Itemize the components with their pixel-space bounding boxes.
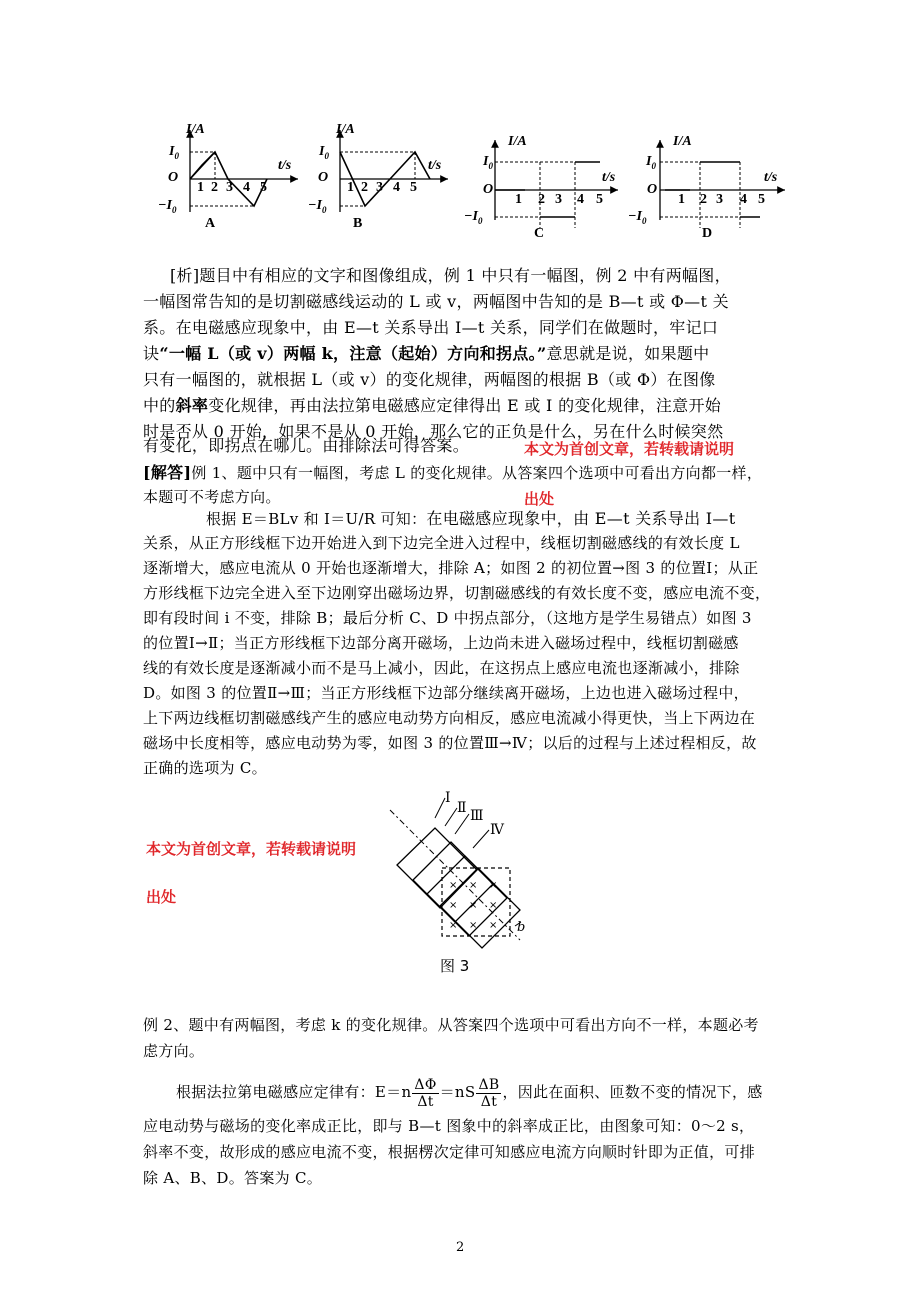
svg-text:×: × <box>449 920 458 931</box>
ex2-line-3: 根据法拉第电磁感应定律有：E＝n $\frac{\Delta\Phi}{\Delta t}$ ＝nS $\frac{\Delta B}{\Delta t}$ ，因此在面积、匝数不变的情况下，感 <box>176 1076 763 1110</box>
answer-line-10: D。如图 3 的位置Ⅱ→Ⅲ；当正方形线框下边部分继续离开磁场，上边也进入磁场过程中， <box>143 684 749 702</box>
analysis-line-7: 时是否从 0 开始，如果不是从 0 开始，那么它的正负是什么，另在什么时候突然 <box>143 422 724 441</box>
graph-a-tick-4: 4 <box>243 180 250 195</box>
answer-line-3: 根据 E＝BLv 和 I＝U/R 可知：在电磁感应现象中，由 E—t 关系导出 I—t <box>206 509 736 528</box>
graph-c-i0: $I_0$ <box>483 154 493 171</box>
graph-a-label: A <box>205 216 216 231</box>
graph-d-neg-i0: $-I_0$ <box>628 209 647 226</box>
fig3-label-2: Ⅱ <box>457 800 467 816</box>
ex2-line-6: 除 A、B、D。答案为 C。 <box>143 1169 323 1187</box>
answer-line-9: 线的有效长度是逐渐减小而不是马上减小，因此，在这拐点上感应电流也逐渐减小，排除 <box>143 659 740 677</box>
graph-d-axis-i: I/A <box>673 134 692 149</box>
svg-text:×: × <box>449 900 458 911</box>
ex2-line-4: 应电动势与磁场的变化率成正比，即与 B—t 图象中的斜率成正比，由图象可知：0～2 s， <box>143 1117 755 1135</box>
graph-d-axis-t: t/s <box>764 170 778 185</box>
analysis-line-5: 只有一幅图的，就根据 L（或 v）的变化规律，两幅图的根据 B（或 Φ）在图像 <box>143 370 716 389</box>
graph-b-label: B <box>353 216 363 231</box>
answer-line-2: 本题可不考虑方向。 <box>143 488 281 506</box>
graph-c-tick-5: 5 <box>596 192 603 207</box>
svg-text:×: × <box>449 880 458 891</box>
fraction-dphi-dt: $\frac{\Delta\Phi}{\Delta t}$ <box>414 1076 437 1110</box>
graph-c-label: C <box>534 226 545 241</box>
graph-b-tick-5: 5 <box>410 180 417 195</box>
svg-text:×: × <box>469 880 478 891</box>
graph-a-axis-i: I/A <box>186 122 205 137</box>
graph-d-tick-4: 4 <box>740 192 747 207</box>
graph-c-origin: O <box>483 182 494 197</box>
ex2-line-5: 斜率不变，故形成的感应电流不变，根据楞次定律可知感应电流方向顺时针即为正值，可排 <box>143 1143 756 1161</box>
analysis-line-2: 一幅图常告知的是切割磁感线运动的 L 或 v，两幅图中告知的是 B—t 或 Φ—t 关 <box>143 292 729 311</box>
graph-d-label: D <box>702 226 713 241</box>
graph-d-tick-2: 2 <box>700 192 707 207</box>
answer-graphs <box>150 120 800 245</box>
fig3-label-b: b <box>517 920 526 935</box>
graph-c-tick-4: 4 <box>577 192 584 207</box>
graph-a-tick-1: 1 <box>197 180 204 195</box>
figure-3 <box>385 790 545 980</box>
page-number: 2 <box>456 1240 465 1255</box>
graph-a-i0: $I_0$ <box>169 144 179 161</box>
ex2-line-2: 虑方向。 <box>143 1042 205 1060</box>
answer-line-7: 即有段时间 i 不变，排除 B；最后分析 C、D 中拐点部分，（这地方是学生易错点）如图 3 <box>143 609 752 627</box>
answer-line-6: 方形线框下边完全进入至下边刚穿出磁场边界，切割磁感线的有效长度不变，感应电流不变， <box>143 584 771 602</box>
graph-b-i0: $I_0$ <box>319 144 329 161</box>
analysis-line-8: 有变化，即拐点在哪儿。由排除法可得答案。 <box>143 436 470 455</box>
answer-line-13: 正确的选项为 C。 <box>143 759 267 777</box>
graph-b-tick-1: 1 <box>347 180 354 195</box>
answer-line-4: 关系，从正方形线框下边开始进入到下边完全进入过程中，线框切割磁感线的有效长度 L <box>143 534 740 552</box>
fig3-label-4: Ⅳ <box>490 822 504 838</box>
fraction-db-dt: $\frac{\Delta B}{\Delta t}$ <box>478 1076 500 1110</box>
fig3-label-3: Ⅲ <box>470 808 484 824</box>
graph-b-tick-4: 4 <box>393 180 400 195</box>
answer-tag: [解答] <box>143 463 192 482</box>
graph-c-axis-t: t/s <box>602 170 616 185</box>
graph-a-tick-3: 3 <box>226 180 233 195</box>
answer-line-5: 逐渐增大，感应电流从 0 开始也逐渐增大，排除 A；如图 2 的初位置→图 3 的位置Ⅰ；从正 <box>143 559 759 577</box>
answer-line-1: [解答]例 1、题中只有一幅图，考虑 L 的变化规律。从答案四个选项中可看出方向都一样， <box>143 463 763 482</box>
analysis-line-6: 中的斜率变化规律，再由法拉第电磁感应定律得出 E 或 I 的变化规律，注意开始 <box>143 396 722 415</box>
graph-b-axis-t: t/s <box>428 158 442 173</box>
fig3-caption: 图 3 <box>440 957 470 975</box>
svg-text:×: × <box>489 920 498 931</box>
graph-c-axis-i: I/A <box>508 134 527 149</box>
graph-c-tick-2: 2 <box>538 192 545 207</box>
graph-c-tick-3: 3 <box>555 192 562 207</box>
graph-b-tick-2: 2 <box>361 180 368 195</box>
graph-a-origin: O <box>168 170 179 185</box>
graph-a-tick-5: 5 <box>260 180 267 195</box>
graph-b-origin: O <box>318 170 329 185</box>
graph-a-neg-i0: $-I_0$ <box>158 198 177 215</box>
graph-b-tick-3: 3 <box>376 180 383 195</box>
graph-c-neg-i0: $-I_0$ <box>464 209 483 226</box>
graph-d-tick-3: 3 <box>716 192 723 207</box>
svg-text:×: × <box>489 900 498 911</box>
answer-line-8: 的位置Ⅰ→Ⅱ；当正方形线框下边部分离开磁场，上边尚未进入磁场过程中，线框切割磁感 <box>143 634 739 652</box>
watermark-top-line-2: 出处 <box>524 490 555 508</box>
graph-d-origin: O <box>647 182 658 197</box>
graph-d-tick-1: 1 <box>678 192 685 207</box>
graph-d-tick-5: 5 <box>758 192 765 207</box>
graph-d-i0: $I_0$ <box>646 154 656 171</box>
ex2-line-1: 例 2、题中有两幅图，考虑 k 的变化规律。从答案四个选项中可看出方向不一样，本题必考 <box>143 1016 759 1034</box>
answer-line-11: 上下两边线框切割磁感线产生的感应电动势方向相反，感应电流减小得更快，当上下两边在 <box>143 709 756 727</box>
graph-a-tick-2: 2 <box>211 180 218 195</box>
mnemonic: “一幅 L（或 v）两幅 k，注意（起始）方向和拐点。” <box>159 344 547 363</box>
svg-text:×: × <box>489 880 498 891</box>
graph-c <box>495 140 618 228</box>
watermark-left-line-1: 本文为首创文章，若转载请说明 <box>146 840 357 858</box>
svg-text:×: × <box>469 920 478 931</box>
watermark-top-line-1: 本文为首创文章，若转载请说明 <box>524 440 735 458</box>
analysis-line-4: 诀“一幅 L（或 v）两幅 k，注意（起始）方向和拐点。”意思就是说，如果题中 <box>143 344 710 363</box>
graph-a-axis-t: t/s <box>278 158 292 173</box>
fig3-label-1: Ⅰ <box>445 790 451 806</box>
answer-line-12: 磁场中长度相等，感应电动势为零，如图 3 的位置Ⅲ→Ⅳ；以后的过程与上述过程相反，故 <box>143 734 757 752</box>
analysis-line-3: 系。在电磁感应现象中，由 E—t 关系导出 I—t 关系，同学们在做题时，牢记口 <box>143 318 719 337</box>
watermark-left-line-2: 出处 <box>146 888 177 906</box>
svg-text:×: × <box>469 900 478 911</box>
graph-b-axis-i: I/A <box>336 122 355 137</box>
graph-c-tick-1: 1 <box>515 192 522 207</box>
graph-b-neg-i0: $-I_0$ <box>308 198 327 215</box>
analysis-line-1: [析]题目中有相应的文字和图像组成，例 1 中只有一幅图，例 2 中有两幅图， <box>170 266 731 285</box>
